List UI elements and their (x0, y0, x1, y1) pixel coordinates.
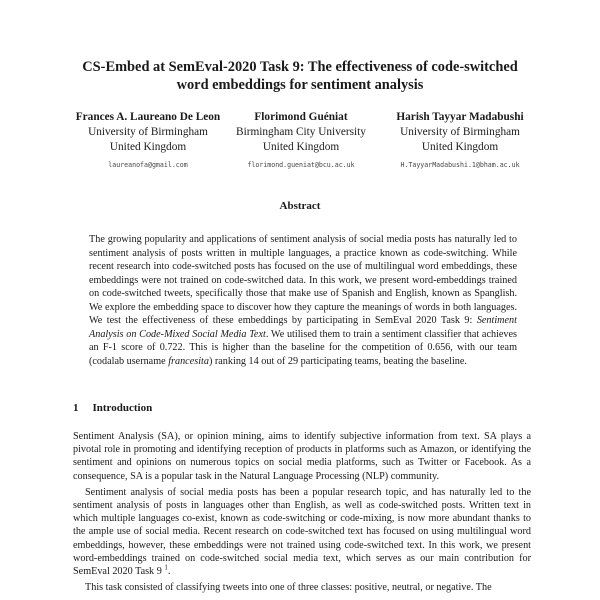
author-email[interactable]: florimond.gueniat@bcu.ac.uk (247, 161, 355, 169)
author-email[interactable]: laureanofa@gmail.com (108, 161, 188, 169)
abstract-text (89, 233, 517, 368)
author-2 (226, 110, 376, 170)
paragraph-2 (73, 486, 531, 578)
author-3 (380, 110, 540, 170)
abstract-part-3: ) ranking 14 out of 29 participating teams, beating the baseline. (208, 355, 467, 367)
author-country: United Kingdom (109, 141, 187, 153)
author-name: Harish Tayyar Madabushi (396, 111, 524, 123)
introduction-body (73, 430, 531, 597)
paper-title-line-2: word embeddings for sentiment analysis (176, 77, 424, 93)
abstract-username: francesita (168, 355, 209, 367)
footnote-marker[interactable]: 1 (164, 563, 168, 572)
section-heading-introduction (73, 402, 152, 414)
paragraph-1: Sentiment Analysis (SA), or opinion mining, aims to identify subjective information from text. SA plays a pivotal role in promoting and identifying reception of products in platforms such as Amazon, or identifying the sentiment and opinions on numerous topics on social media platforms, such as Twitter or Facebook. As a consequence, SA is a popular task in the Natural Language Processing (NLP) community. (73, 431, 531, 482)
abstract-task-title: Sentiment Analysis on Code-Mixed Social Media Text (89, 315, 517, 340)
section-number: 1 (73, 402, 79, 414)
author-affiliation: Birmingham City University (236, 126, 366, 138)
abstract-heading: Abstract (279, 200, 321, 212)
author-affiliation: University of Birmingham (400, 126, 520, 138)
section-title: Introduction (92, 402, 153, 414)
author-country: United Kingdom (262, 141, 340, 153)
author-1 (68, 110, 228, 170)
paragraph-3: This task consisted of classifying tweets into one of three classes: positive, neutral, or negative. The (85, 582, 492, 594)
author-country: United Kingdom (421, 141, 499, 153)
paragraph-2-end: . (167, 566, 171, 578)
paper-title (40, 58, 560, 94)
author-email[interactable]: H.TayyarMadabushi.1@bham.ac.uk (400, 161, 520, 169)
author-affiliation: University of Birmingham (88, 126, 208, 138)
abstract-part-2: . We utilised them to train a sentiment classifier that achieves an F-1 score of 0.722. This is higher than the baseline for the competition of 0.656, with our team (codalab username (89, 328, 518, 367)
author-name: Florimond Guéniat (254, 111, 348, 123)
paragraph-2-text: Sentiment analysis of social media posts has been a popular research topic, and has naturally led to the sentiment analysis of posts in languages other than English, as well as code-switched posts. Written text in which multiple languages co-exist, known as code-switching or code-mixing, is now more abundant thanks to the ample use of social media. Recent research on code-switched text has focused on using multilingual word embeddings, however, these embeddings were not trained using code-switched text. In this work, we present word-embeddings trained on code-switched social media text, which serves as our main contribution for SemEval 2020 Task 9 (73, 486, 531, 578)
paper-title-line-1: CS-Embed at SemEval-2020 Task 9: The effectiveness of code-switched (82, 59, 518, 75)
abstract-part-1: The growing popularity and applications of sentiment analysis of social media posts has naturally led to sentiment analysis of posts written in multiple languages, a practice known as code-switching. While recent research into code-switched posts has focused on the use of multilingual word embeddings, these embeddings were not trained on code-switched data. In this work, we present word-embeddings trained on code-switched tweets, specifically those that make use of Spanish and English, known as Spanglish. We explore the embedding space to discover how they capture the meanings of words in both languages. We test the effectiveness of these embeddings by participating in SemEval 2020 Task 9: (89, 234, 517, 326)
author-name: Frances A. Laureano De Leon (75, 111, 221, 123)
